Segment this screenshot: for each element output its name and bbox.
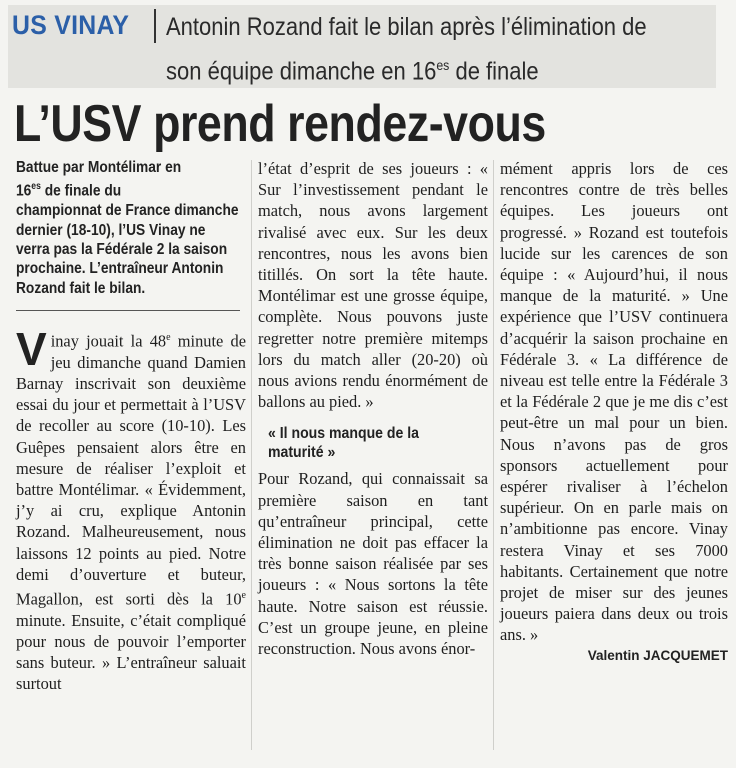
kicker-line-2-text: son équipe dimanche en 16 bbox=[166, 57, 437, 86]
column-divider bbox=[251, 160, 252, 750]
author-signature: Valentin JACQUEMET bbox=[587, 647, 728, 663]
column-divider bbox=[493, 160, 494, 750]
lead-text-1: Battue par Montélimar en bbox=[16, 159, 182, 176]
lead-sup: es bbox=[31, 181, 41, 193]
lead-text-3: de finale du bbox=[40, 182, 122, 200]
body-sup: e bbox=[241, 590, 246, 602]
body-text-col1 bbox=[16, 323, 246, 694]
section-rubric: US VINAY bbox=[12, 10, 130, 40]
lead-paragraph bbox=[16, 158, 240, 298]
drop-cap: V bbox=[16, 323, 47, 376]
column-2 bbox=[258, 158, 488, 659]
kicker-line-2-sup: es bbox=[436, 57, 450, 73]
headline: L’USV prend rendez-vous bbox=[14, 95, 546, 153]
intertitle: « Il nous manque de la maturité » bbox=[268, 425, 420, 462]
column-1 bbox=[16, 158, 246, 695]
rubric-divider bbox=[154, 9, 156, 43]
body-text-col2b: Pour Rozand, qui connaissait sa première saison en tant qu’entraîneur principal, cette élimination ne doit pas effacer la très bonne saison réalisée par ses joueurs : « Nous sortons la tête haute. Notre saison est réussie. C’est un groupe jeune, en pleine reconstruction. Nous avons énor- bbox=[258, 469, 488, 659]
body-text: inay jouait la 48 bbox=[50, 331, 167, 351]
kicker-line-2-end: de finale bbox=[449, 57, 539, 86]
body-text: minute. Ensuite, c’était compliqué pour nous de pouvoir l’emporter sans buteur. » L’entraîneur saluait surtout bbox=[16, 610, 246, 694]
kicker-line-2 bbox=[166, 46, 659, 90]
kicker bbox=[166, 8, 659, 90]
body-text: minute de jeu dimanche quand Damien Barnay inscrivait son deuxième essai du jour et permettait à l’USV de recoller au score (10-10). Les Guêpes pensaient alors être en mesure de réaliser l’exploit et battre Montélimar. « Évidemment, j’y ai cru, explique Antonin Rozand. Malheureusement, nous laissons 12 points au pied. Notre demi d’ouverture et buteur, Magallon, est sorti dès la 10 bbox=[16, 331, 246, 609]
lead-text-2: 16 bbox=[16, 182, 32, 200]
body-text-col3: mément appris lors de ces rencontres contre de très belles équipes. Les joueurs ont progressé. » Rozand est toutefois lucide sur les carences de son équipe : « Aujourd’hui, il nous manque de la maturité. » Une expérience que l’USV continuera d’acquérir la saison prochaine en Fédérale 3. « La différence de niveau est telle entre la Fédérale 3 et la Fédérale 2 que je me dis c’est peut-être un mal pour un bien. Nous n’avons pas de gros sponsors actuellement pour espérer rivaliser à l’échelon supérieur. On en parle mais on n’ambitionne pas encore. Vinay restera Vinay et ses 7000 habitants. Certainement que notre projet de miser sur des jeunes joueurs paiera dans deux ou trois ans. » bbox=[500, 159, 728, 645]
column-3 bbox=[500, 158, 728, 663]
kicker-line-1: Antonin Rozand fait le bilan après l’élimination de bbox=[166, 13, 647, 41]
lead-text-4: championnat de France dimanche dernier (18-10), l’US Vinay ne verra pas la Fédérale 2 la saison prochaine. L’entraîneur Antonin Rozand fait le bilan. bbox=[16, 202, 239, 297]
body-sup: e bbox=[166, 332, 171, 344]
lead-rule bbox=[16, 310, 240, 311]
body-text-col2a: l’état d’esprit de ses joueurs : « Sur l’investissement pendant le match, nous avons largement rivalisé avec eux. Sur les deux rencontres, nous les avons bien titillés. On sort la tête haute. Montélimar est une grosse équipe, complète. Nous pouvons juste regretter notre première mitemps lors du match aller (20-20) où nous avions rendu énormément de ballons au pied. » bbox=[258, 159, 488, 412]
